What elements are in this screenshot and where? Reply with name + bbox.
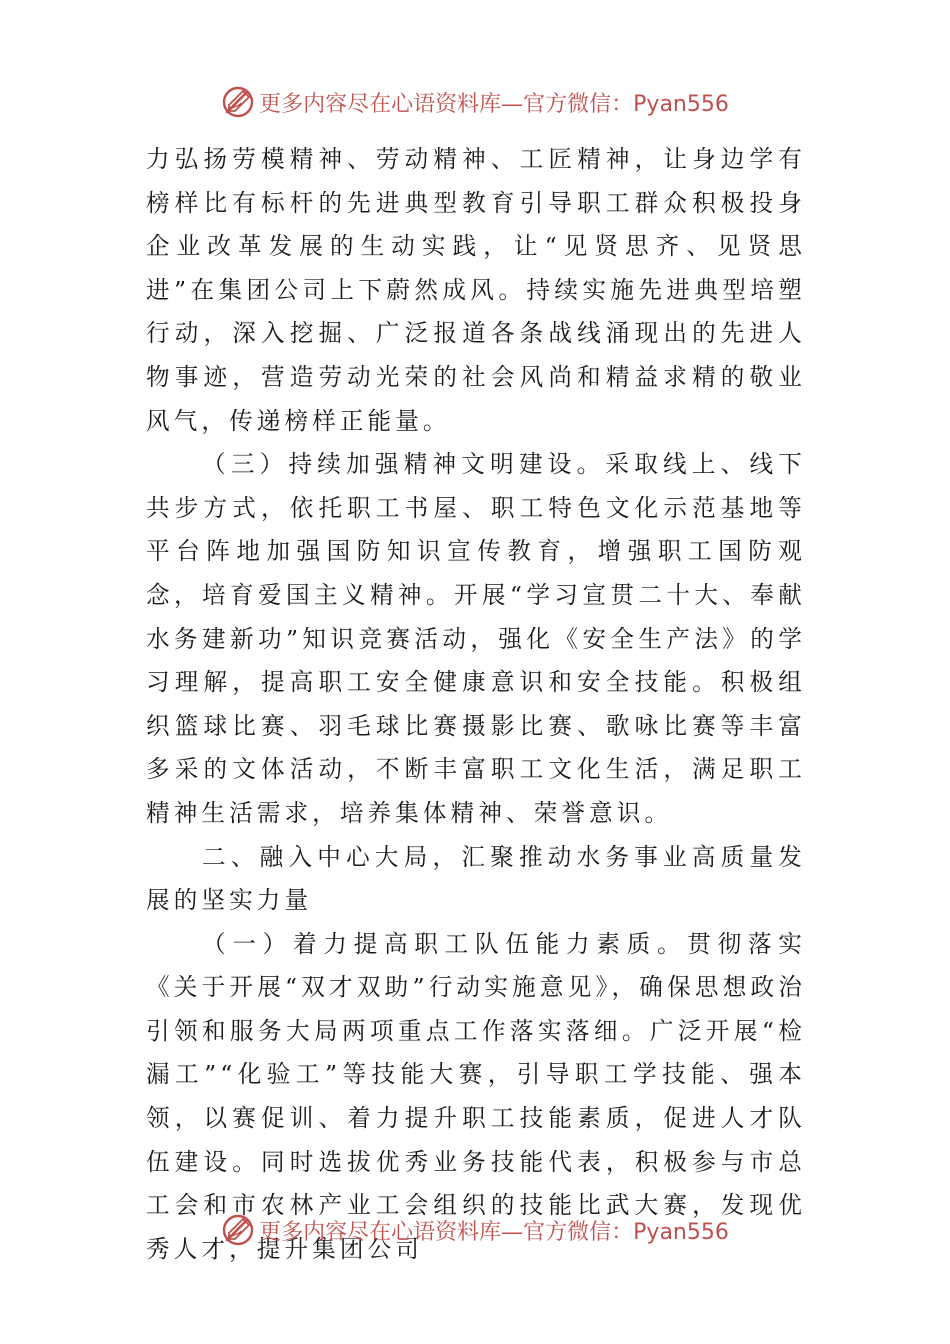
pen-logo-icon [221, 1213, 255, 1247]
paragraph-continuation: 力弘扬劳模精神、劳动精神、工匠精神，让身边学有榜样比有标杆的先进典型教育引导职工群众积极投身企业改革发展的生动实践，让“见贤思齐、见贤思进”在集团公司上下蔚然成风。持续实施先进典型培塑行动，深入挖掘、广泛报道各条战线涌现出的先进人物事迹，营造劳动光荣的社会风尚和精益求精的敬业风气，传递榜样正能量。 [146, 145, 806, 435]
footer-watermark [0, 1210, 950, 1250]
footer-watermark-text [259, 1215, 729, 1246]
watermark-handle: Pyan556 [633, 1219, 729, 1245]
paragraph-section-three: （三）持续加强精神文明建设。采取线上、线下共步方式，依托职工书屋、职工特色文化示范基地等平台阵地加强国防知识宣传教育，增强职工国防观念，培育爱国主义精神。开展“学习宣贯二十大、奉献水务建新功”知识竞赛活动，强化《安全生产法》的学习理解，提高职工安全健康意识和安全技能。积极组织篮球比赛、羽毛球比赛摄影比赛、歌咏比赛等丰富多采的文体活动，不断丰富职工文化生活，满足职工精神生活需求，培养集体精神、荣誉意识。 [146, 450, 806, 827]
pen-logo-icon [221, 85, 255, 119]
header-watermark-text [259, 87, 729, 118]
paragraph-section-one: （一）着力提高职工队伍能力素质。贯彻落实《关于开展“双才双助”行动实施意见》，确保思想政治引领和服务大局两项重点工作落实落细。广泛开展“检漏工”“化验工”等技能大赛，引导职工学技能、强本领，以赛促训、着力提升职工技能素质，促进人才队伍建设。同时选拔优秀业务技能代表，积极参与市总工会和市农林产业工会组织的技能比武大赛，发现优秀人才，提升集团公司 [146, 929, 806, 1263]
document-body [146, 138, 806, 1271]
watermark-handle: Pyan556 [633, 91, 729, 117]
watermark-label: 更多内容尽在心语资料库—官方微信： [259, 91, 634, 117]
watermark-label: 更多内容尽在心语资料库—官方微信： [259, 1219, 634, 1245]
header-watermark [0, 82, 950, 122]
section-heading-two: 二、融入中心大局，汇聚推动水务事业高质量发展的坚实力量 [146, 842, 806, 915]
